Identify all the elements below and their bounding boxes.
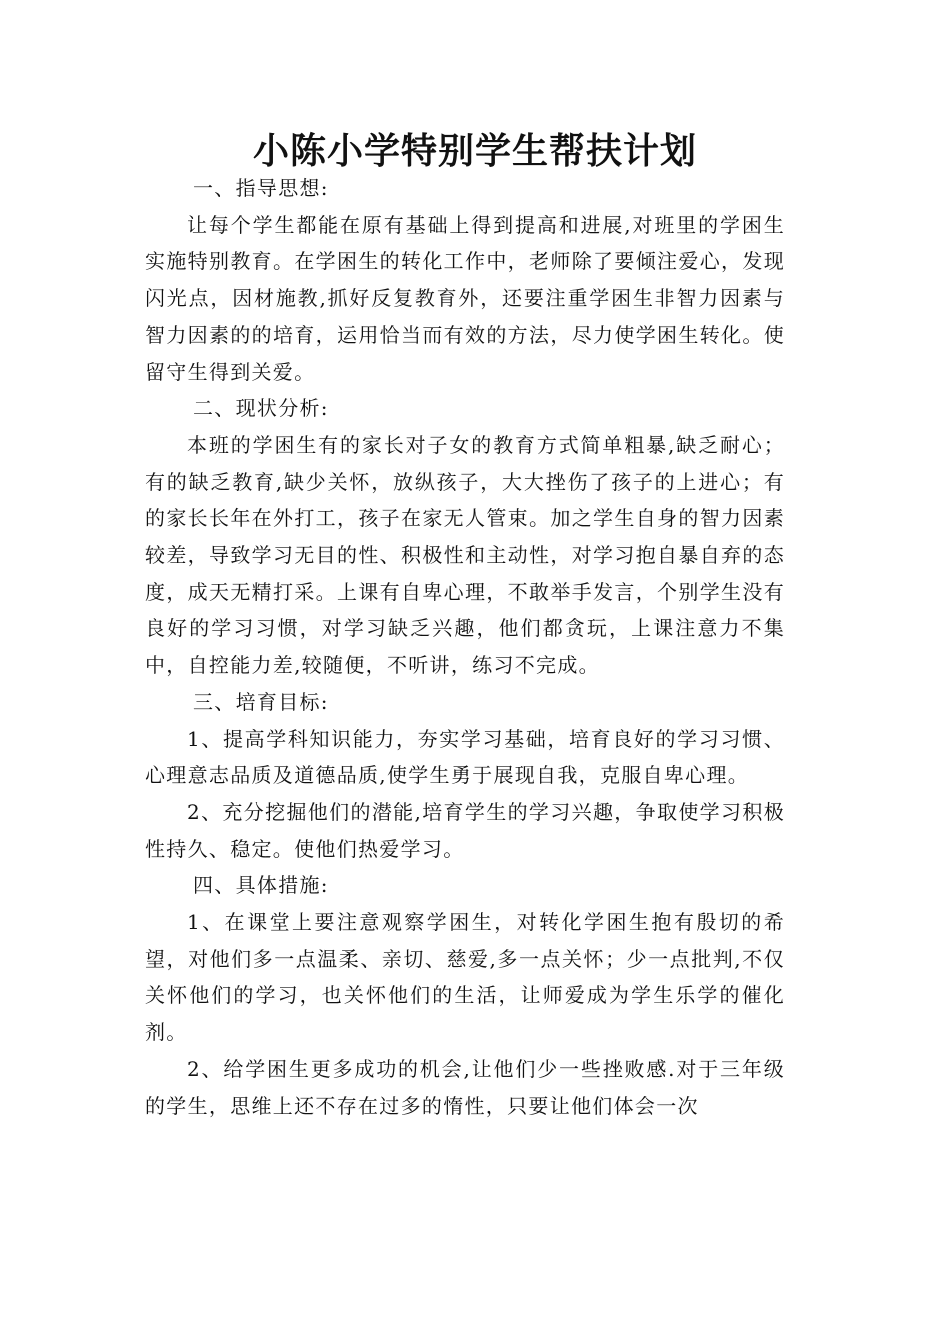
section-heading-training-goals: 三、培育目标: bbox=[193, 689, 329, 714]
paragraph-goal-1: 1、提高学科知识能力，夯实学习基础，培育良好的学习习惯、心理意志品质及道德品质,使学生勇于展现自我，克服自卑心理。 bbox=[145, 726, 785, 788]
document-title: 小陈小学特别学生帮扶计划 bbox=[252, 130, 697, 172]
paragraph-situation-analysis: 本班的学困生有的家长对子女的教育方式简单粗暴,缺乏耐心；有的缺乏教育,缺少关怀，放纵孩子，大大挫伤了孩子的上进心；有的家长长年在外打工，孩子在家无人管束。加之学生自身的智力因素较差，导致学习无目的性、积极性和主动性，对学习抱自暴自弃的态度，成天无精打采。上课有自卑心理，不敢举手发言，个别学生没有良好的学习习惯，对学习缺乏兴趣，他们都贪玩，上课注意力不集中，自控能力差,较随便，不听讲，练习不完成。 bbox=[145, 432, 785, 678]
document-body bbox=[145, 170, 785, 1124]
section-heading-specific-measures: 四、具体措施: bbox=[193, 873, 329, 898]
paragraph-measure-1: 1、在课堂上要注意观察学困生，对转化学困生抱有殷切的希望，对他们多一点温柔、亲切、慈爱,多一点关怀；少一点批判,不仅关怀他们的学习，也关怀他们的生活，让师爱成为学生乐学的催化剂。 bbox=[145, 910, 785, 1045]
section-heading-guiding-thought: 一、指导思想: bbox=[193, 176, 329, 200]
paragraph-guiding-thought: 让每个学生都能在原有基础上得到提高和进展,对班里的学困生实施特别教育。在学困生的转化工作中，老师除了要倾注爱心，发现闪光点，因材施教,抓好反复教育外，还要注重学困生非智力因素与智力因素的的培育，运用恰当而有效的方法，尽力使学困生转化。使留守生得到关爱。 bbox=[145, 212, 785, 384]
paragraph-measure-2: 2、给学困生更多成功的机会,让他们少一些挫败感.对于三年级的学生，思维上还不存在过多的惰性，只要让他们体会一次 bbox=[145, 1056, 785, 1118]
section-heading-situation-analysis: 二、现状分析: bbox=[193, 396, 329, 421]
paragraph-goal-2: 2、充分挖掘他们的潜能,培育学生的学习兴趣，争取使学习积极性持久、稳定。使他们热爱学习。 bbox=[145, 799, 785, 861]
